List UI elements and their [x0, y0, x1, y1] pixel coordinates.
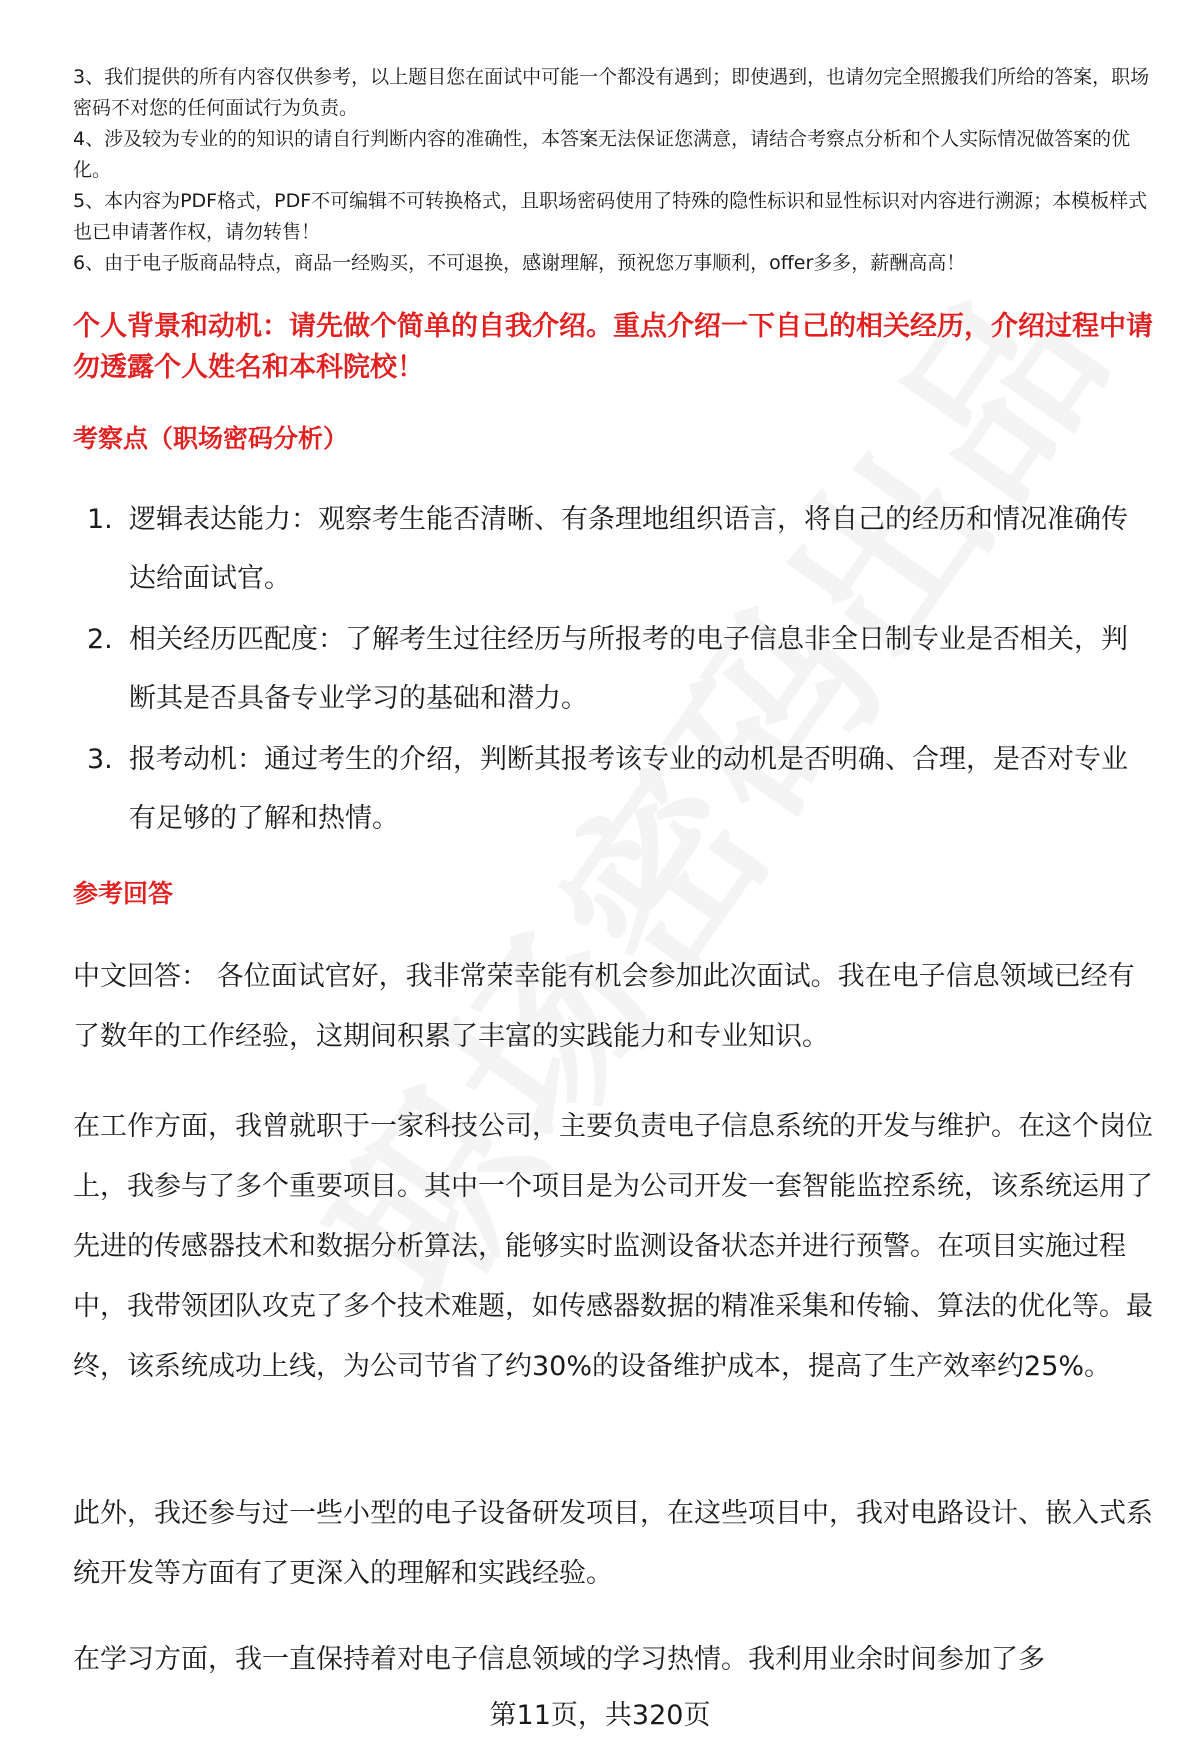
list-item-number: 3. [87, 744, 113, 775]
list-item [73, 730, 1153, 848]
reference-answer-heading: 参考回答 [73, 879, 174, 908]
note-item: 5、本内容为PDF格式，PDF不可编辑不可转换格式，且职场密码使用了特殊的隐性标识和显性标识对内容进行溯源；本模板样式也已申请著作权，请勿转售！ [73, 190, 1148, 243]
list-item-text: 相关经历匹配度：了解考生过往经历与所报考的电子信息非全日制专业是否相关，判断其是否具备专业学习的基础和潜力。 [129, 624, 1128, 714]
list-item-text: 逻辑表达能力：观察考生能否清晰、有条理地组织语言，将自己的经历和情况准确传达给面试官。 [129, 504, 1128, 594]
examination-points-heading: 考察点（职场密码分析） [73, 424, 349, 453]
notes-block [73, 62, 1153, 279]
answer-paragraph: 中文回答： 各位面试官好，我非常荣幸能有机会参加此次面试。我在电子信息领域已经有了数年的工作经验，这期间积累了丰富的实践能力和专业知识。 [73, 961, 1135, 1052]
list-item [73, 610, 1153, 728]
note-item: 4、涉及较为专业的的知识的请自行判断内容的准确性，本答案无法保证您满意，请结合考察点分析和个人实际情况做答案的优化。 [73, 128, 1131, 181]
note-item: 6、由于电子版商品特点，商品一经购买，不可退换，感谢理解，预祝您万事顺利，offer多多，薪酬高高！ [73, 252, 966, 274]
note-item: 3、我们提供的所有内容仅供参考，以上题目您在面试中可能一个都没有遇到；即使遇到，也请勿完全照搬我们所给的答案，职场密码不对您的任何面试行为负责。 [73, 66, 1150, 119]
answer-paragraph: 此外，我还参与过一些小型的电子设备研发项目，在这些项目中，我对电路设计、嵌入式系统开发等方面有了更深入的理解和实践经验。 [73, 1498, 1153, 1589]
answer-paragraph: 在工作方面，我曾就职于一家科技公司，主要负责电子信息系统的开发与维护。在这个岗位上，我参与了多个重要项目。其中一个项目是为公司开发一套智能监控系统，该系统运用了先进的传感器技术和数据分析算法，能够实时监测设备状态并进行预警。在项目实施过程中，我带领团队攻克了多个技术难题，如传感器数据的精准采集和传输、算法的优化等。最终，该系统成功上线，为公司节省了约30%的设备维护成本，提高了生产效率约25%。 [73, 1111, 1153, 1382]
answer-paragraph: 在学习方面，我一直保持着对电子信息领域的学习热情。我利用业余时间参加了多 [73, 1644, 1045, 1675]
examination-points-list [73, 490, 1153, 850]
list-item-number: 2. [87, 624, 113, 655]
question-heading: 个人背景和动机：请先做个简单的自我介绍。重点介绍一下自己的相关经历，介绍过程中请勿透露个人姓名和本科院校！ [73, 311, 1153, 383]
page-number-footer: 第11页，共320页 [489, 1700, 711, 1731]
list-item [73, 490, 1153, 608]
list-item-number: 1. [87, 504, 113, 535]
list-item-text: 报考动机：通过考生的介绍，判断其报考该专业的动机是否明确、合理，是否对专业有足够的了解和热情。 [129, 744, 1128, 834]
